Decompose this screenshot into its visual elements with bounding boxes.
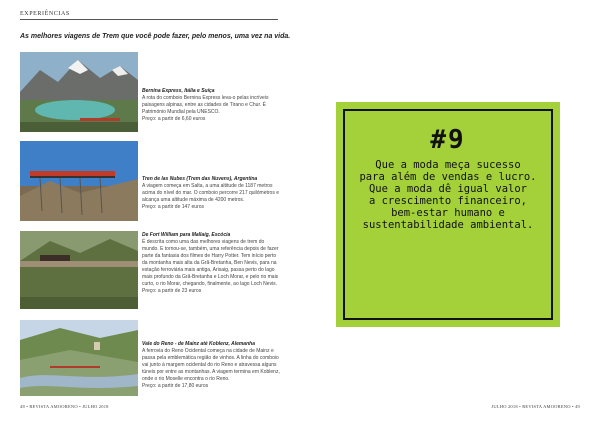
fort-william-mallaig-photo xyxy=(20,231,138,309)
tren-de-las-nubes-photo xyxy=(20,141,138,221)
article-title: Vale do Reno - de Mainz até Koblenz, Alemanha xyxy=(142,341,255,347)
article-price: Preço: a partir de 147 euros xyxy=(142,204,204,210)
bernina-express-photo xyxy=(20,52,138,132)
footer-left: 48 • REVISTA AMOORENO • JULHO 2018 xyxy=(20,404,109,409)
article-title: Tren de las Nubes (Trem das Nuvens), Argentina xyxy=(142,176,258,182)
page-headline: As melhores viagens de Trem que você pode fazer, pelo menos, uma vez na vida. xyxy=(20,33,291,40)
article-fort-william xyxy=(142,232,282,295)
article-price: Preço: a partir de 17,80 euros xyxy=(142,383,209,389)
article-body: A ferrovia do Reno Ocidental começa na cidade de Mainz e passa pela emblemática região de vinhos. A linha do comboio vai junto à margem ocidental do rio Reno e atravessa alguns túneis por entre as montanhas. A viagem termina em Koblenz, onde o rio Moselle encontra o rio Reno. xyxy=(142,348,280,382)
quote-box-frame xyxy=(343,109,553,320)
quote-line: bem-estar humano e xyxy=(391,207,505,219)
quote-box xyxy=(336,102,560,327)
quote-text xyxy=(351,159,545,231)
header-divider xyxy=(20,19,278,20)
right-page xyxy=(300,0,600,424)
article-bernina xyxy=(142,88,282,123)
article-vale-do-reno xyxy=(142,341,282,390)
article-price: Preço: a partir de 6,60 euros xyxy=(142,116,206,122)
article-body: A rota do comboio Bernina Express leva-o pelas incríveis paisagens alpinas, entre as cidades de Tirano e Chur. É Património Mundial pela UNESCO. xyxy=(142,95,269,115)
article-body: É descrita como uma das melhores viagens de trem do mundo. E tornou-se, também, uma referência depois de fazer parte da fantasia dos filmes de Harry Potter. Tem início perto da montanha mais alta da Grã-Bretanha, Ben Nevis, para na estação ferroviária mais antiga, Arisaig, passa perto do lago mais profundo da Grã-Bretanha e Loch Morar, e pelo rio mais curto, o rio Morar, chegando, finalmente, ao lago Loch Nevis. xyxy=(142,239,279,287)
section-label: EXPERIÊNCIAS xyxy=(20,11,70,17)
article-title: Bernina Express, Itália e Suíça xyxy=(142,88,215,94)
quote-line: a crescimento financeiro, xyxy=(368,195,528,207)
article-tren-de-las-nubes xyxy=(142,176,282,211)
quote-line: Que a moda dê igual valor xyxy=(368,183,528,195)
article-body: A viagem começa em Salta, a uma altitude de 1187 metros acima do nível do mar. O comboio percorre 217 quilómetros e alcança uma altitude máxima de 4200 metros. xyxy=(142,183,280,203)
footer-right: JULHO 2018 • REVISTA AMOORENO • 49 xyxy=(491,404,580,409)
quote-number: #9 xyxy=(430,125,466,155)
quote-line: para além de vendas e lucro. xyxy=(359,171,537,183)
quote-line: Que a moda meça sucesso xyxy=(375,159,521,171)
article-title: De Fort William para Mallaig, Escócia xyxy=(142,232,231,238)
article-price: Preço: a partir de 23 euros xyxy=(142,288,202,294)
vale-do-reno-photo xyxy=(20,320,138,396)
quote-line: sustentabilidade ambiental. xyxy=(362,219,534,231)
